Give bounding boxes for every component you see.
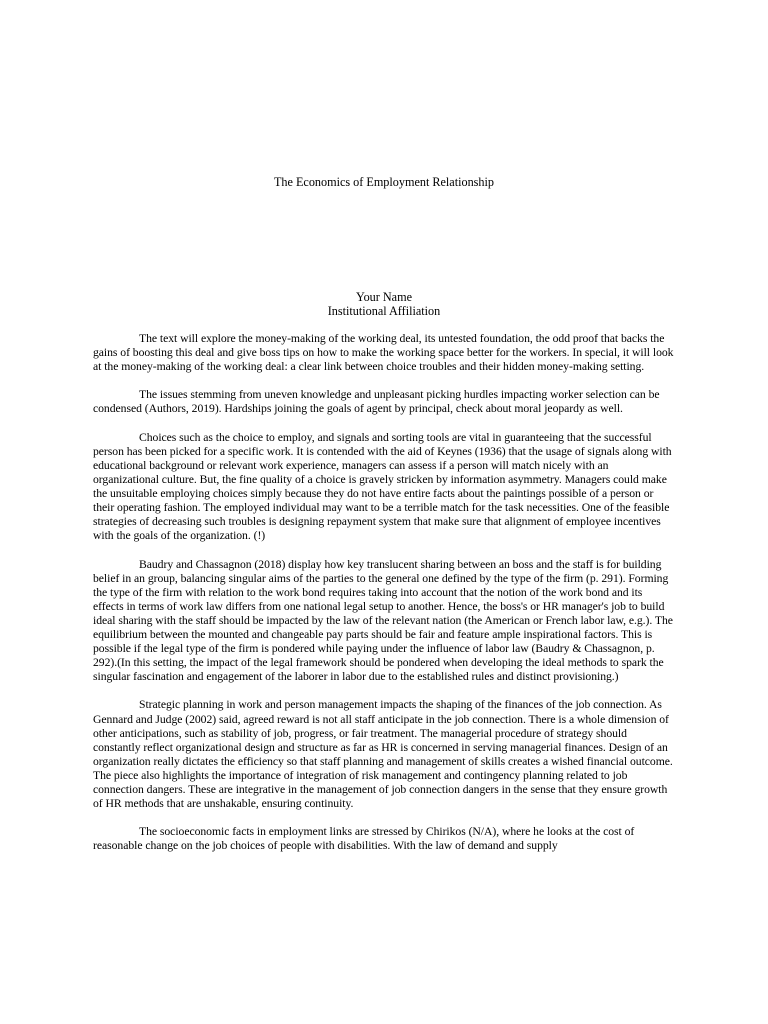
title-block — [0, 290, 768, 318]
paragraph: Baudry and Chassagnon (2018) display how key translucent sharing between an boss and the staff is for building belief in an group, balancing singular aims of the parties to the general one defined by the type of the firm (p. 291). Forming the type of the firm with relation to the work bond requires taking into account that the notion of the work bond and its effects in terms of work law differs from one national legal setup to another. Hence, the boss's or HR manager's job to build ideal sharing with the staff should be impacted by the law of the relevant nation (the American or French labor law, e.g.). The equilibrium between the mounted and changeable pay parts should be fair and feature ample inspirational factors. This is possible if the legal type of the firm is pondered while paying under the influence of labor law (Baudry & Chassagnon, p. 292).(In this setting, the impact of the legal framework should be pondered when developing the ideal methods to spark the singular fascination and engagement of the laborer in labor due to the established rules and distinct provisioning.) — [93, 557, 673, 684]
paragraph: The socioeconomic facts in employment links are stressed by Chirikos (N/A), where he looks at the cost of reasonable change on the job choices of people with disabilities. With the law of demand and supply — [93, 825, 635, 853]
document-title: The Economics of Employment Relationship — [273, 175, 494, 189]
author-name: Your Name — [356, 290, 412, 304]
paragraph: The issues stemming from uneven knowledge and unpleasant picking hurdles impacting worker selection can be condensed (Authors, 2019). Hardships joining the goals of agent by principal, check about moral jeopardy as well. — [93, 388, 660, 416]
paragraph: Choices such as the choice to employ, and signals and sorting tools are vital in guaranteeing that the successful person has been picked for a specific work. It is contended with the aid of Keynes (1936) that the usage of signals along with educational background or relevant work experience, managers can assess if a person will match nicely with an organizational culture. But, the fine quality of a choice is gravely stricken by information asymmetry. Managers could make the unsuitable employing choices simply because they do not have entire facts about the paintings possible of a person or their operating fashion. The employed individual may want to be a terrible match for the task necessities. One of the feasible strategies of decreasing such troubles is designing repayment system that make sure that alignment of employee incentives with the goals of the organization. (!) — [93, 430, 672, 543]
paragraph: The text will explore the money-making of the working deal, its untested foundation, the odd proof that backs the gains of boosting this deal and give boss tips on how to make the working space better for the workers. In special, it will look at the money-making of the working deal: a clear link between choice troubles and their hidden money-making setting. — [93, 332, 674, 374]
document-body — [93, 332, 675, 868]
paragraph: Strategic planning in work and person management impacts the shaping of the finances of the job connection. As Gennard and Judge (2002) said, agreed reward is not all staff anticipate in the job connection. There is a whole dimension of other anticipations, such as stability of job, progress, or fair treatment. The managerial procedure of strategy should constantly reflect organizational design and structure as far as HR is concerned in serving managerial finances. Design of an organization really dictates the efficiency so that staff planning and management of skills creates a wished financial outcome. The piece also highlights the importance of integration of risk management and contingency planning related to job connection dangers. These are integrative in the management of job connection dangers in the sense that they ensure growth of HR methods that are unshakable, ensuring continuity. — [93, 698, 673, 811]
institutional-affiliation: Institutional Affiliation — [327, 304, 441, 319]
